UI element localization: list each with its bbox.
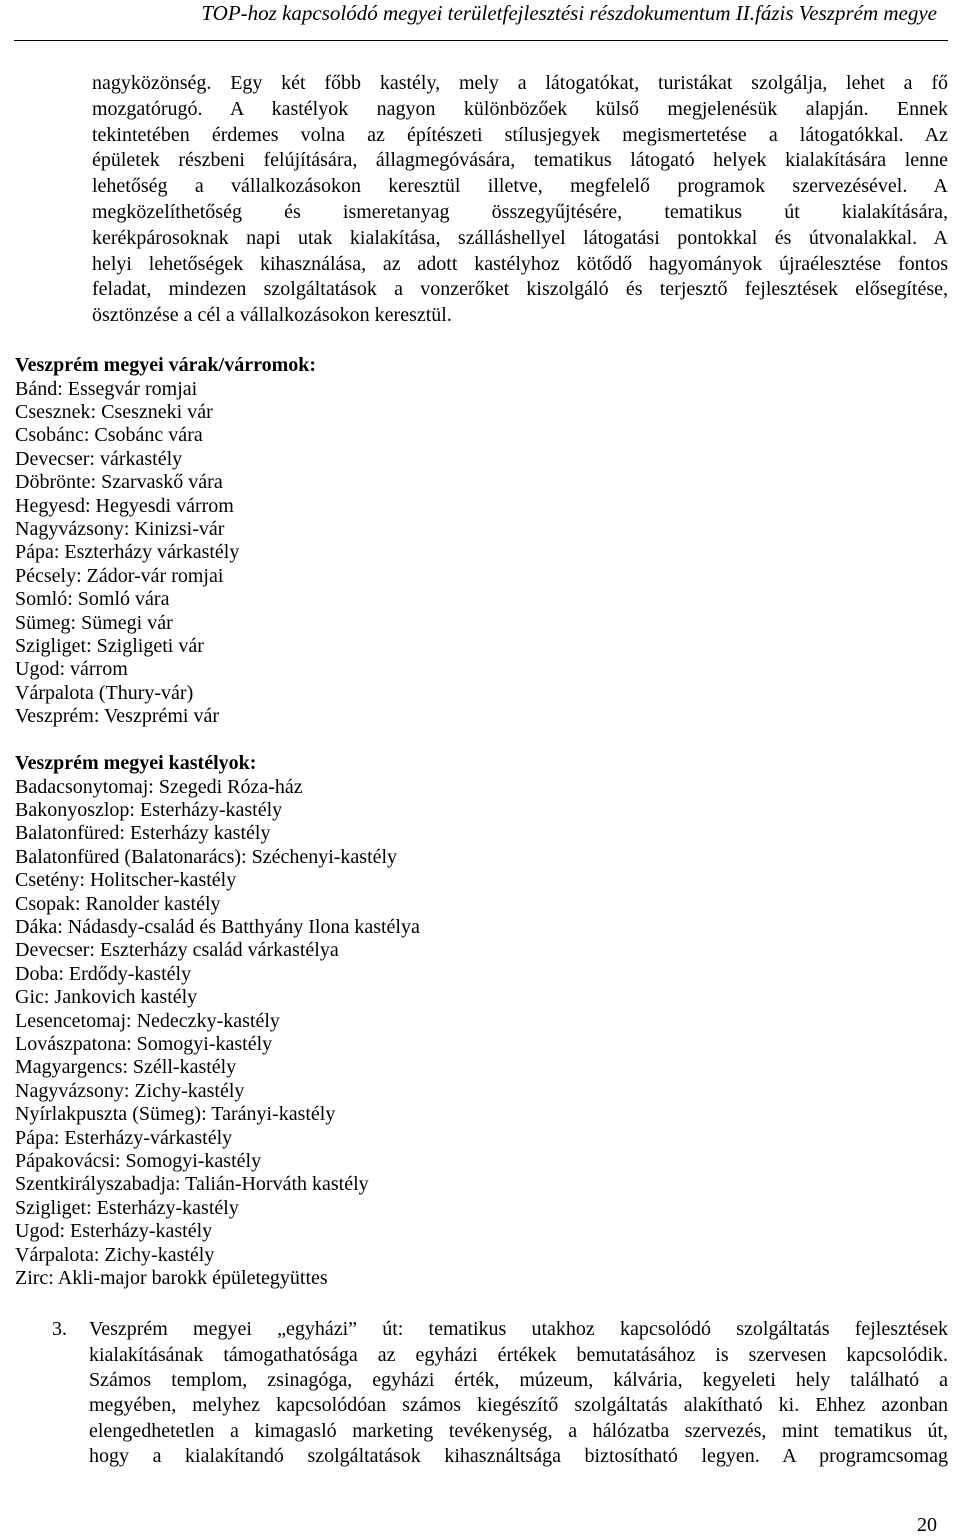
paragraph-line: kialakításának támogathatósága az egyházi értékek bemutatásához is szervesen kapcsolódik.	[89, 1343, 948, 1366]
paragraph-line: lehetőség a vállalkozásokon keresztül illetve, megfelelő programok szervezésével. A	[92, 175, 948, 198]
list-item: Devecser: Eszterházy család várkastélya	[15, 939, 339, 962]
list-item: Veszprém: Veszprémi vár	[15, 705, 220, 728]
list-item: Bakonyoszlop: Esterházy-kastély	[15, 799, 283, 822]
list-item: Somló: Somló vára	[15, 588, 170, 611]
paragraph-line: épületek részbeni felújítására, állagmegóvására, tematikus látogató helyek kialakítására lenne	[92, 149, 948, 172]
list-item: Csesznek: Cseszneki vár	[15, 401, 213, 424]
paragraph-line: ösztönzése a cél a vállalkozásokon keresztül.	[92, 304, 452, 327]
list-item: Csopak: Ranolder kastély	[15, 892, 221, 915]
paragraph-line: kerékpárosoknak napi utak kialakítása, szálláshellyel látogatási pontokkal és útvonalakkal. A	[92, 226, 948, 249]
paragraph-line: tekintetében érdemes volna az építészeti stílusjegyek megismertetése a látogatókkal. Az	[92, 123, 948, 146]
paragraph-line: megyében, melyhez kapcsolódóan számos kiegészítő szolgáltatás alakítható ki. Ehhez azonban	[89, 1394, 948, 1417]
list-item: Lovászpatona: Somogyi-kastély	[15, 1032, 273, 1055]
list-item: Várpalota: Zichy-kastély	[15, 1243, 215, 1266]
paragraph-line: helyi lehetőségek kihasználása, az adott kastélyhoz kötődő hagyományok újraélesztése fontos	[92, 252, 948, 275]
list-item: Doba: Erdődy-kastély	[15, 962, 192, 985]
list-item: Döbrönte: Szarvaskő vára	[15, 471, 223, 494]
header-rule	[14, 40, 948, 41]
paragraph-line: hogy a kialakítandó szolgáltatások kihasználtsága biztosítható legyen. A programcsomag	[89, 1445, 948, 1468]
list-item: Csetény: Holitscher-kastély	[15, 869, 237, 892]
list-item: Hegyesd: Hegyesdi várrom	[15, 494, 234, 517]
list-item: Szigliget: Esterházy-kastély	[15, 1196, 239, 1219]
intro-paragraph	[92, 71, 948, 329]
list-item: Pápa: Esterházy-várkastély	[15, 1126, 233, 1149]
paragraph-line: feladat, mindezen szolgáltatások a vonzerőket kiszolgáló és terjesztő fejlesztések elősegítése,	[92, 278, 948, 301]
paragraph-line: mozgatórugó. A kastélyok nagyon különbözőek külső megjelenésük alapján. Ennek	[92, 97, 948, 120]
list-item: Balatonfüred (Balatonarács): Széchenyi-kastély	[15, 845, 398, 868]
list-item: Dáka: Nádasdy-család és Batthyány Ilona kastélya	[15, 916, 420, 939]
paragraph-line: Veszprém megyei „egyházi” út: tematikus utakhoz kapcsolódó szolgáltatás fejlesztések	[89, 1318, 948, 1341]
list-item: Badacsonytomaj: Szegedi Róza-ház	[15, 775, 303, 798]
castles-ruins-list	[15, 354, 316, 728]
page-number: 20	[917, 1514, 937, 1536]
paragraph-line: Számos templom, zsinagóga, egyházi érték, múzeum, kálvária, kegyeleti hely található a	[89, 1369, 948, 1392]
list-item: Ugod: várrom	[15, 658, 128, 681]
paragraph-line: megközelíthetőség és ismeretanyag összegyűjtésére, tematikus út kialakítására,	[92, 200, 948, 223]
manor-houses-heading: Veszprém megyei kastélyok:	[15, 752, 257, 775]
list-item: Nyírlakpuszta (Sümeg): Tarányi-kastély	[15, 1103, 336, 1126]
numbered-item-text	[89, 1317, 948, 1469]
list-item: Szentkirályszabadja: Talián-Horváth kastély	[15, 1173, 369, 1196]
paragraph-line: elengedhetetlen a kimagasló marketing tevékenység, a hálózatba szervezés, mint tematikus út,	[89, 1419, 948, 1442]
list-item: Pápakovácsi: Somogyi-kastély	[15, 1149, 262, 1172]
list-item: Csobánc: Csobánc vára	[15, 424, 203, 447]
list-item: Balatonfüred: Esterházy kastély	[15, 822, 271, 845]
running-header: TOP-hoz kapcsolódó megyei területfejlesztési részdokumentum II.fázis Veszprém megye	[201, 1, 937, 25]
list-item: Zirc: Akli-major barokk épületegyüttes	[15, 1266, 328, 1289]
list-item: Sümeg: Sümegi vár	[15, 611, 173, 634]
list-item: Szigliget: Szigligeti vár	[15, 634, 204, 657]
list-item: Magyargencs: Széll-kastély	[15, 1056, 237, 1079]
list-item: Várpalota (Thury-vár)	[15, 681, 194, 704]
list-item: Ugod: Esterházy-kastély	[15, 1220, 213, 1243]
list-item: Lesencetomaj: Nedeczky-kastély	[15, 1009, 280, 1032]
list-number: 3.	[52, 1318, 67, 1341]
list-item: Devecser: várkastély	[15, 447, 183, 470]
list-item: Nagyvázsony: Zichy-kastély	[15, 1079, 245, 1102]
list-item: Pápa: Eszterházy várkastély	[15, 541, 240, 564]
list-item: Nagyvázsony: Kinizsi-vár	[15, 518, 225, 541]
paragraph-line: nagyközönség. Egy két főbb kastély, mely a látogatókat, turistákat szolgálja, lehet a fő	[92, 72, 948, 94]
list-item: Bánd: Essegvár romjai	[15, 377, 198, 400]
manor-houses-list	[15, 752, 420, 1290]
list-item: Gic: Jankovich kastély	[15, 986, 198, 1009]
list-item: Pécsely: Zádor-vár romjai	[15, 564, 224, 587]
castles-ruins-heading: Veszprém megyei várak/várromok:	[15, 354, 317, 377]
